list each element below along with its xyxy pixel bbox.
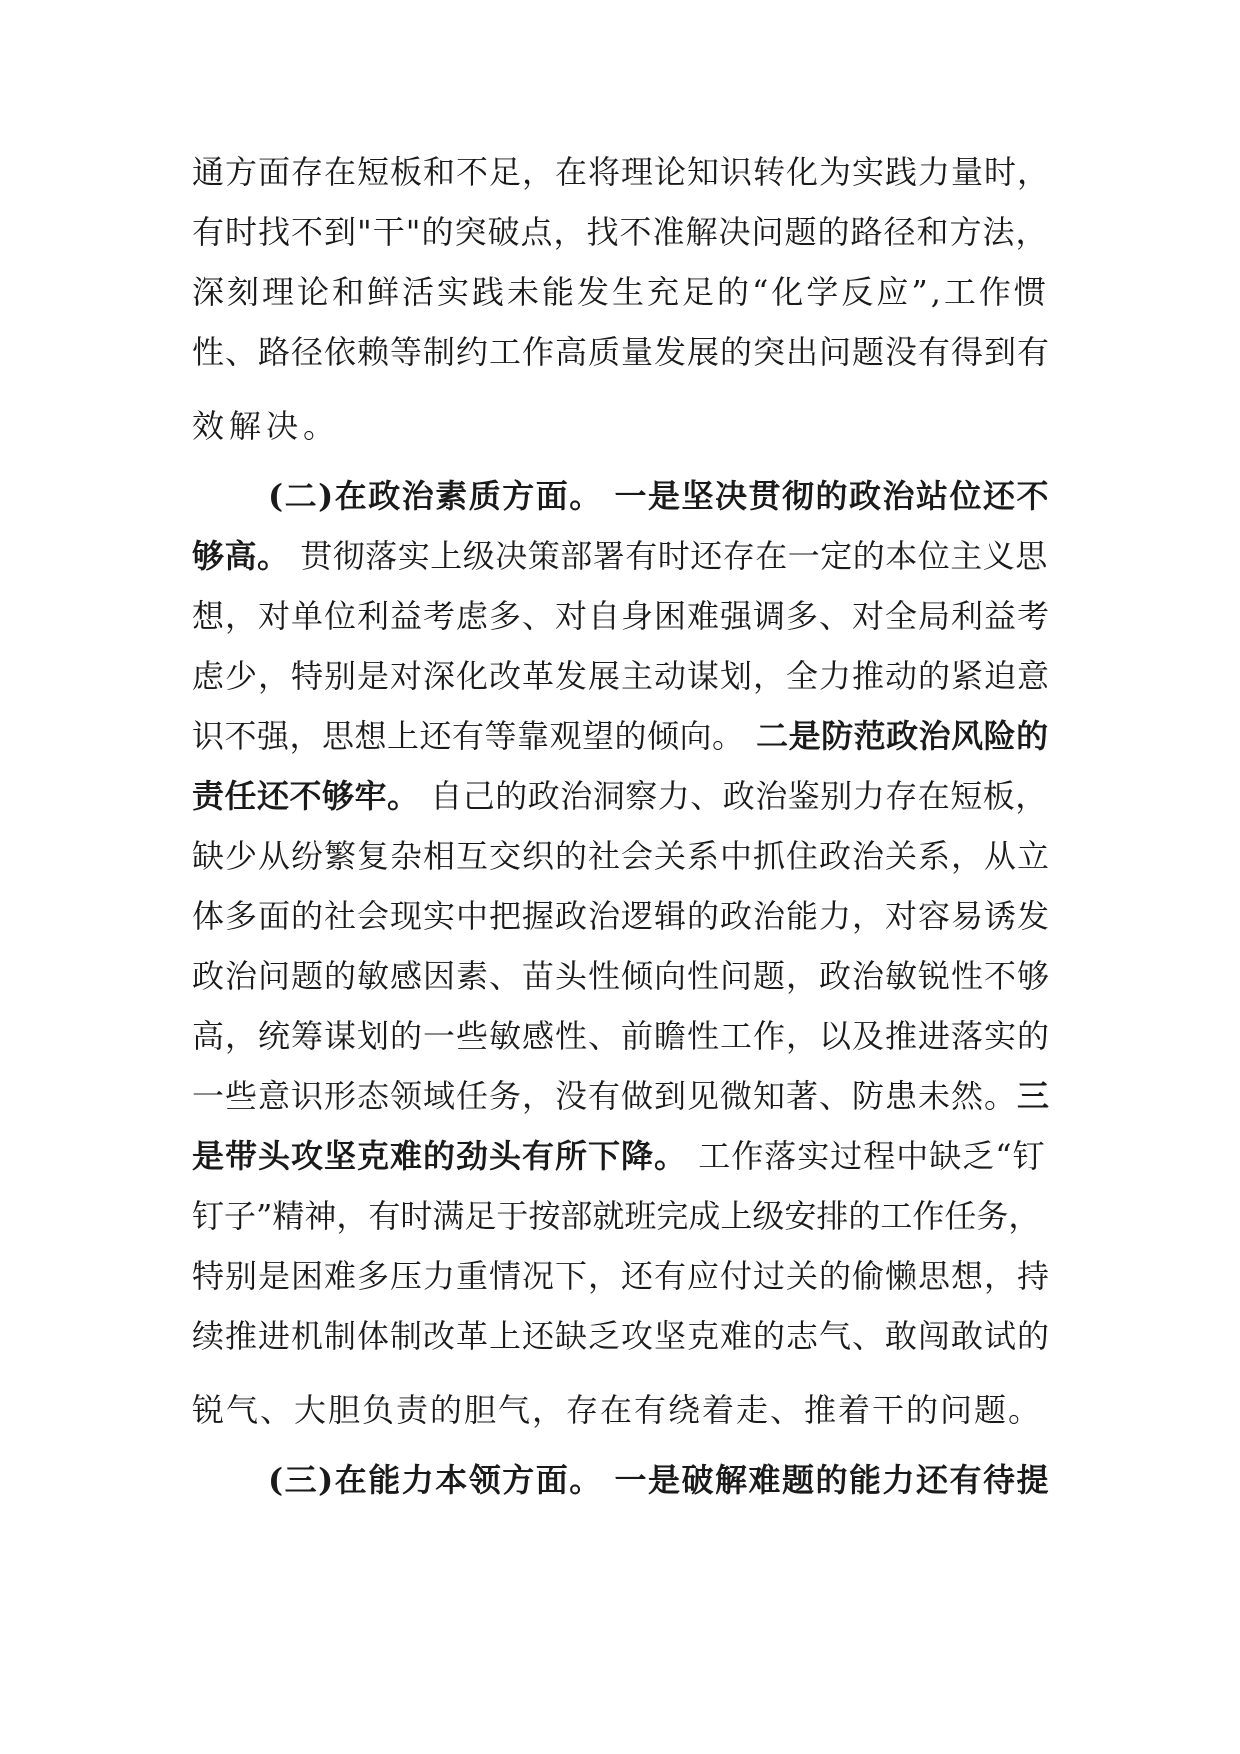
line-segment: 深刻理论和鲜活实践未能发生充足的“化学反应”,工作惯 [192,273,1049,311]
text-line-7 [192,536,1052,576]
line-segment: 钉子”精神，有时满足于按部就班完成上级安排的工作任务， [192,1197,1041,1235]
line-segment: 特别是困难多压力重情况下，还有应付过关的偷懒思想，持 [192,1257,1051,1295]
text-line-15 [192,1016,1052,1056]
text-line-11 [192,776,1052,816]
line-segment: 一些意识形态领域任务，没有做到见微知著、防患未然。 [192,1077,1018,1115]
text-line-8 [192,596,1052,636]
point-one-title: 一是破解难题的能力还有待提 [614,1461,1050,1499]
line-segment: 自己的政治洞察力、政治鉴别力存在短板， [419,777,1048,815]
line-segment: 政治问题的敏感因素、苗头性倾向性问题，政治敏锐性不够 [192,957,1051,995]
text-line-3 [192,272,1052,312]
line-segment: 锐气、大胆负责的胆气，存在有绕着走、推着干的问题。 [192,1391,1043,1429]
line-segment: 想，对单位利益考虑多、对自身困难强调多、对全局利益考 [192,597,1051,635]
text-line-10 [192,716,1052,756]
text-line-5 [192,406,1052,446]
point-two-title: 二是防范政治风险的 [744,717,1049,755]
point-two-title-end: 责任还不够牢。 [192,777,420,815]
line-segment: 性、路径依赖等制约工作高质量发展的突出问题没有得到有 [192,333,1051,371]
text-line-16 [192,1076,1052,1116]
text-line-4 [192,332,1052,372]
text-line-9 [192,656,1052,696]
line-segment: 体多面的社会现实中把握政治逻辑的政治能力，对容易诱发 [192,897,1051,935]
text-line-14 [192,956,1052,996]
section-title: (二)在政治素质方面。 [268,477,603,515]
line-segment: 贯彻落实上级决策部署有时还存在一定的本位主义思 [289,537,1048,575]
text-line-12 [192,836,1052,876]
point-three-title-start: 三 [1017,1077,1051,1115]
section-heading-ability [268,1460,1052,1500]
line-segment [603,1461,615,1499]
line-segment: 工作落实过程中缺乏“钉 [687,1137,1046,1175]
line-segment: 高，统筹谋划的一些敏感性、前瞻性工作，以及推进落实的 [192,1017,1051,1055]
line-segment: 续推进机制体制改革上还缺乏攻坚克难的志气、敢闯敢试的 [192,1317,1051,1355]
line-segment: 识不强，思想上还有等靠观望的倾向。 [192,717,745,755]
text-line-17 [192,1136,1052,1176]
section-title: (三)在能力本领方面。 [268,1461,603,1499]
line-segment: 有时找不到"干"的突破点，找不准解决问题的路径和方法， [192,213,1049,251]
point-one-title-end: 够高。 [192,537,290,575]
text-line-19 [192,1256,1052,1296]
text-line-21 [192,1390,1052,1430]
text-line-13 [192,896,1052,936]
text-line-20 [192,1316,1052,1356]
text-line-18 [192,1196,1052,1236]
section-heading-political-quality [268,476,1052,516]
point-one-title: 一是坚决贯彻的政治站位还不 [614,477,1050,515]
line-segment: 虑少，特别是对深化改革发展主动谋划，全力推动的紧迫意 [192,657,1051,695]
line-segment: 通方面存在短板和不足，在将理论知识转化为实践力量时， [192,153,1051,191]
line-segment: 缺少从纷繁复杂相互交织的社会关系中抓住政治关系，从立 [192,837,1051,875]
text-line-2 [192,212,1052,252]
point-three-title: 是带头攻坚克难的劲头有所下降。 [192,1137,688,1175]
line-segment [603,477,615,515]
text-line-1 [192,152,1052,192]
line-segment: 效解决。 [192,407,341,445]
